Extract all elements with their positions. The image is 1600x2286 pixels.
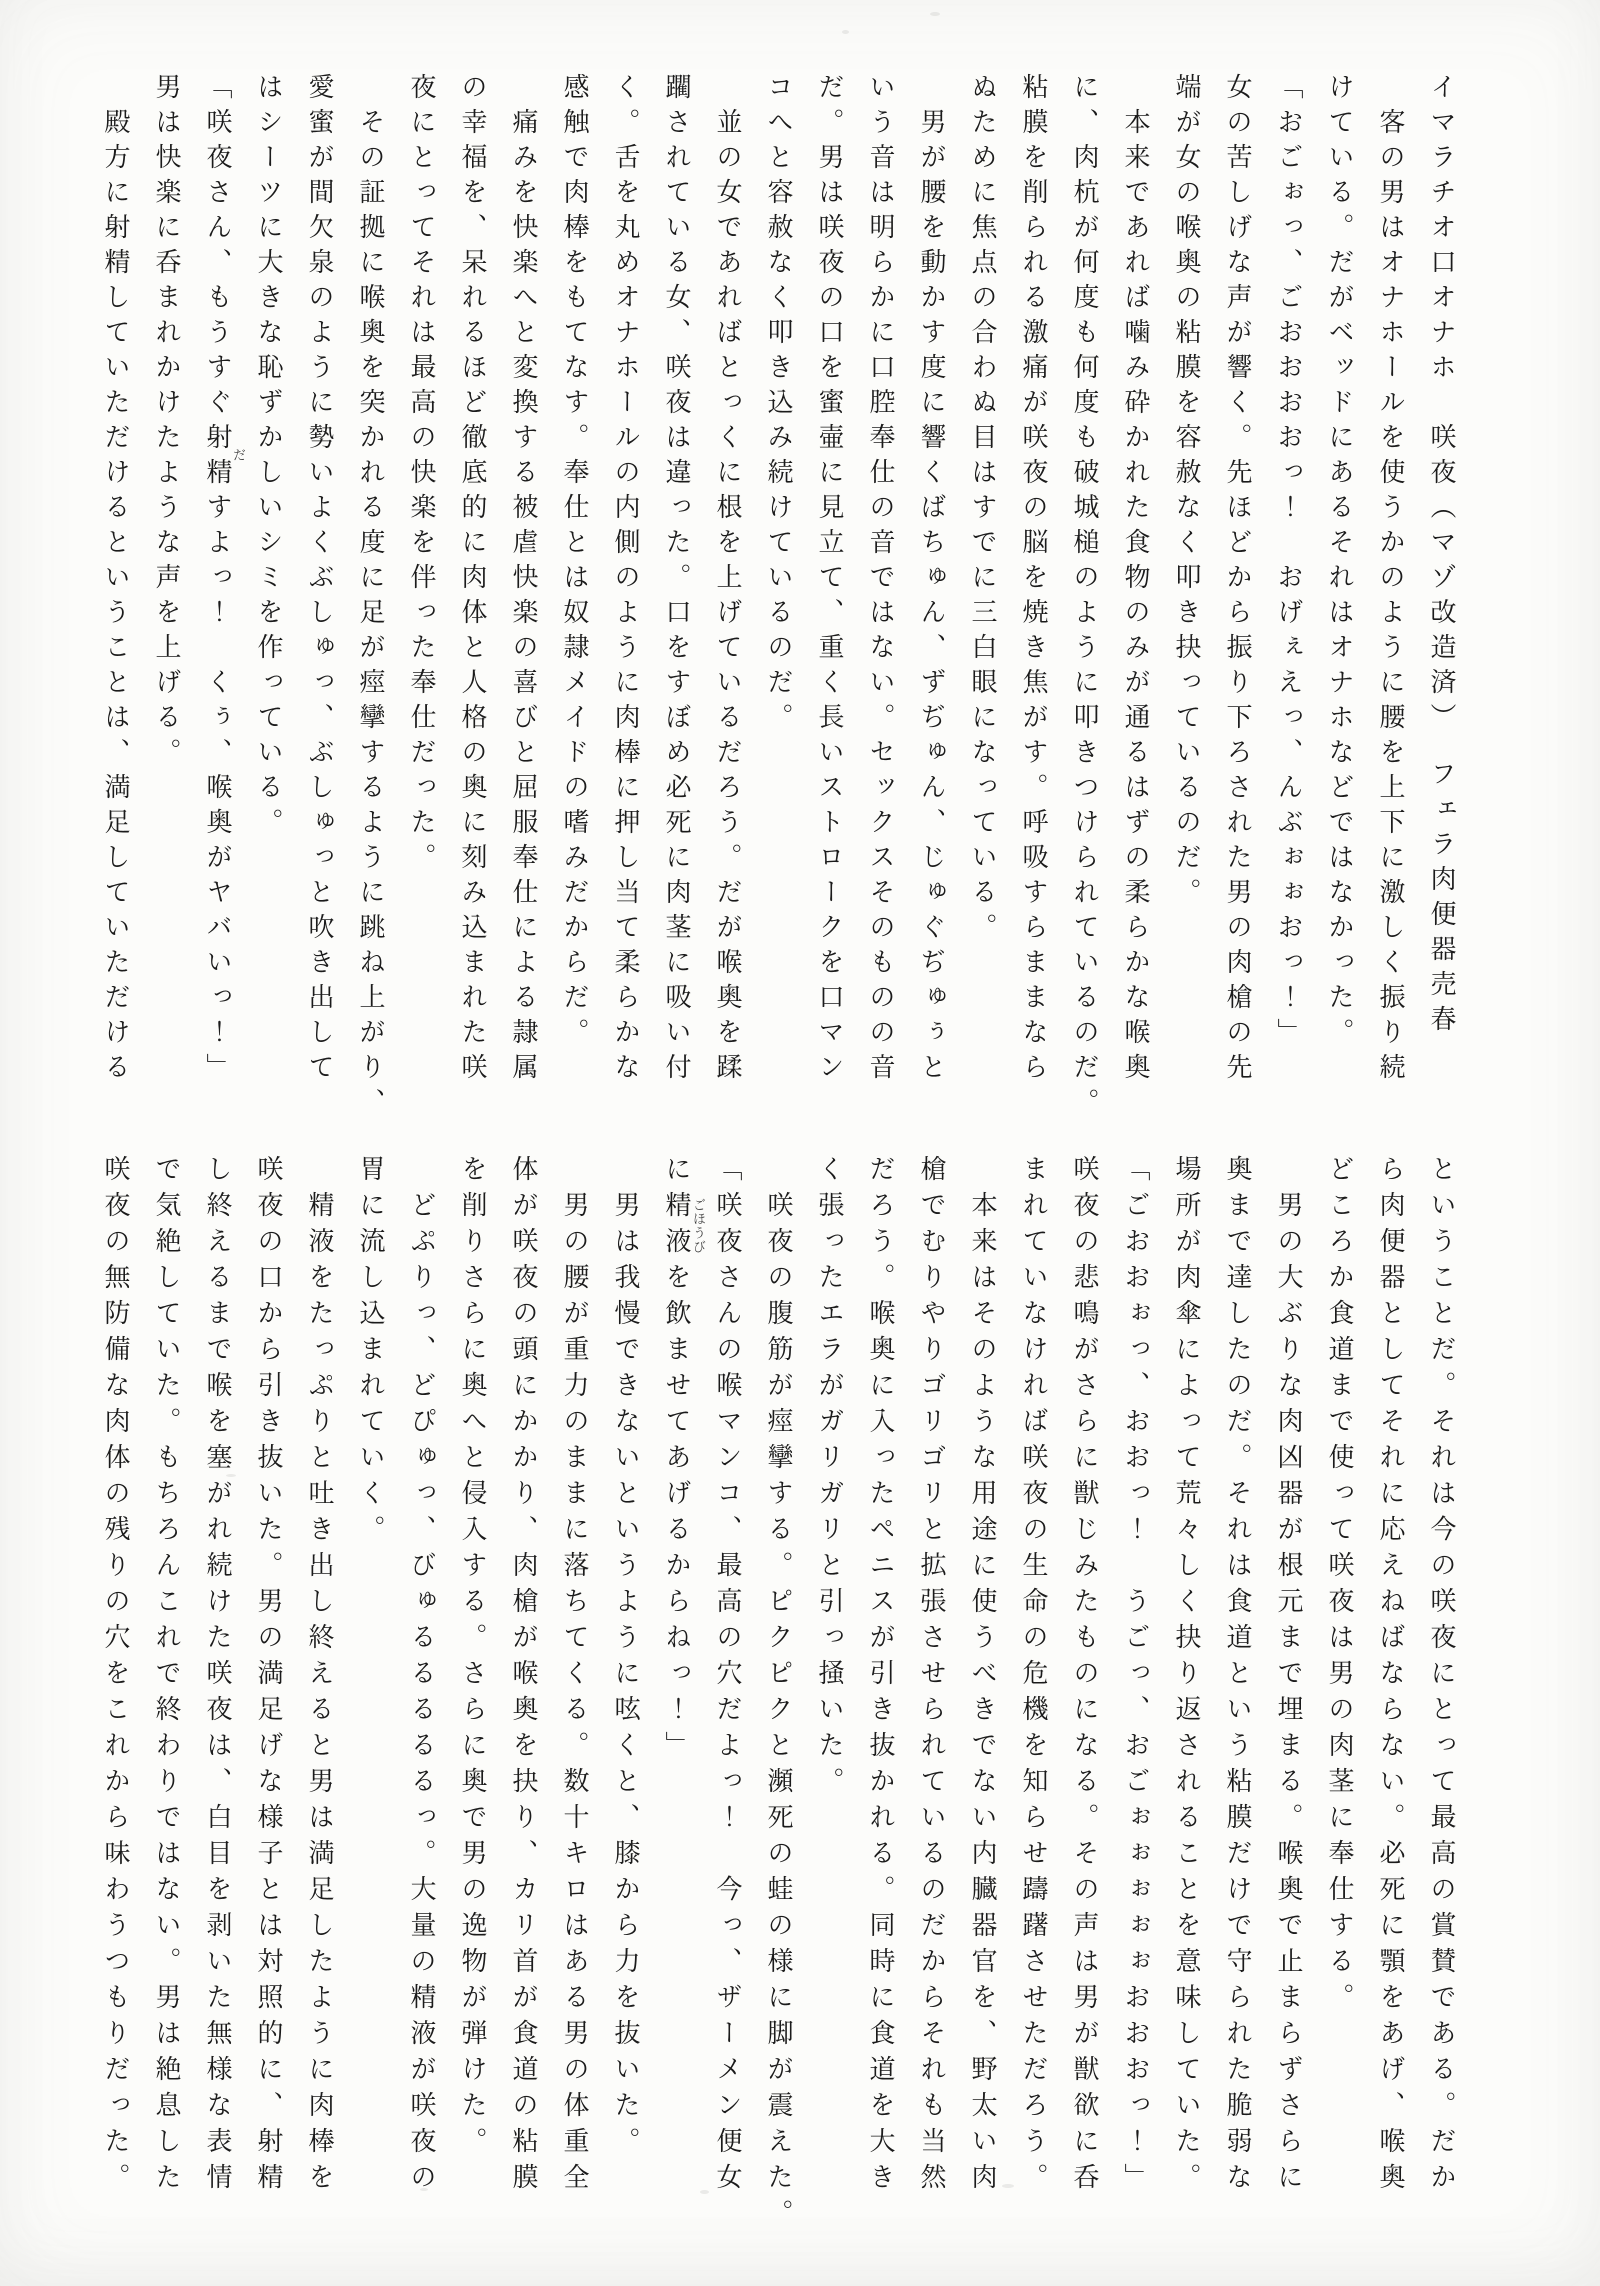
- furigana-note: だ: [230, 448, 245, 462]
- text-column: 体が咲夜の頭にかかり、肉槍が喉奥を抉り、カリ首が食道の粘膜: [508, 1155, 538, 2199]
- text-column: 「ごおおぉっ、おおっ！ うごっ、おごぉぉぉぉぉおおおっ！」: [1120, 1155, 1150, 2199]
- text-column: だ。男は咲夜の口を蜜壷に見立て、重く長いストロークを口マン: [814, 73, 844, 1088]
- text-column: 躙されている女、咲夜は違った。口をすぼめ必死に肉茎に吸い付: [661, 73, 691, 1088]
- bottom-text-block: [88, 1155, 1466, 2235]
- text-column: 精液をたっぷりと吐き出し終えると男は満足したように肉棒を: [304, 1155, 334, 2199]
- scan-artifact: [842, 30, 849, 34]
- text-column: 咲夜の腹筋が痙攣する。ピクピクと瀕死の蛙の様に脚が震えた。: [763, 1155, 793, 2235]
- text-column: ぬために焦点の合わぬ目はすでに三白眼になっている。: [967, 73, 997, 948]
- scan-artifact: [700, 2190, 709, 2194]
- text-column: 「咲夜さん、もうすぐ射精すよっ！ くぅ、喉奥がヤバいっ！」: [202, 73, 232, 1088]
- text-column: く。舌を丸めオナホールの内側のように肉棒に押し当て柔らかな: [610, 73, 640, 1088]
- story-title: イマラチオ口オナホ 咲夜（マゾ改造済） フェラ肉便器売春: [1426, 73, 1456, 1040]
- text-column: 男は我慢できないというように呟くと、膝から力を抜いた。: [610, 1155, 640, 2163]
- text-column: 愛蜜が間欠泉のように勢いよくぶしゅっ、ぶしゅっと吹き出して: [304, 73, 334, 1088]
- text-column: の幸福を、呆れるほど徹底的に肉体と人格の奥に刻み込まれた咲: [457, 73, 487, 1088]
- text-column: 咲夜の悲鳴がさらに獣じみたものになる。その声は男が獣欲に呑: [1069, 1155, 1099, 2199]
- text-column: 「おごぉっ、ごおおおおっ！ おげぇえっ、んぶぉぉおっ！」: [1273, 73, 1303, 1053]
- text-column: けている。だがベッドにあるそれはオナホなどではなかった。: [1324, 73, 1354, 1053]
- text-column: 咲夜の口から引き抜いた。男の満足げな様子とは対照的に、射精: [253, 1155, 283, 2199]
- text-column: 胃に流し込まれていく。: [355, 1155, 385, 1551]
- top-text-block: [88, 73, 1466, 1123]
- text-column: 場所が肉傘によって荒々しく抉り返されることを意味していた。: [1171, 1155, 1201, 2199]
- text-column: その証拠に喉奥を突かれる度に足が痙攣するように跳ね上がり、: [355, 73, 385, 1123]
- text-column: 粘膜を削られる激痛が咲夜の脳を焼き焦がす。呼吸すらままなら: [1018, 73, 1048, 1088]
- text-column: ということだ。それは今の咲夜にとって最高の賞賛である。だか: [1426, 1155, 1456, 2199]
- text-column: 咲夜の無防備な肉体の残りの穴をこれから味わうつもりだった。: [100, 1155, 130, 2199]
- text-column: 本来はそのような用途に使うべきでない内臓器官を、野太い肉: [967, 1155, 997, 2199]
- text-column: 男の大ぶりな肉凶器が根元まで埋まる。喉奥で止まらずさらに: [1273, 1155, 1303, 2199]
- text-column: 男は快楽に呑まれかけたような声を上げる。: [151, 73, 181, 773]
- text-column: まれていなければ咲夜の生命の危機を知らせ躊躇させただろう。: [1018, 1155, 1048, 2199]
- text-column: に精液を飲ませてあげるからねっ！」: [661, 1155, 691, 1767]
- text-column: で気絶していた。もちろんこれで終わりではない。男は絶息した: [151, 1155, 181, 2199]
- text-column: 殿方に射精していただけるということは、満足していただける: [100, 73, 130, 1088]
- text-column: を削りさらに奥へと侵入する。さらに奥で男の逸物が弾けた。: [457, 1155, 487, 2163]
- text-column: 「咲夜さんの喉マンコ、最高の穴だよっ！ 今っ、ザーメン便女: [712, 1155, 742, 2199]
- scan-artifact: [930, 12, 940, 16]
- text-column: 奥まで達したのだ。それは食道という粘膜だけで守られた脆弱な: [1222, 1155, 1252, 2199]
- text-column: はシーツに大きな恥ずかしいシミを作っている。: [253, 73, 283, 843]
- text-column: 端が女の喉奥の粘膜を容赦なく叩き抉っているのだ。: [1171, 73, 1201, 913]
- scan-artifact: [226, 1474, 236, 1477]
- text-column: どころか食道まで使って咲夜は男の肉茎に奉仕する。: [1324, 1155, 1354, 2019]
- text-column: 客の男はオナホールを使うかのように腰を上下に激しく振り続: [1375, 73, 1405, 1088]
- text-column: し終えるまで喉を塞がれ続けた咲夜は、白目を剥いた無様な表情: [202, 1155, 232, 2199]
- text-column: だろう。喉奥に入ったペニスが引き抜かれる。同時に食道を大き: [865, 1155, 895, 2199]
- text-column: 男の腰が重力のままに落ちてくる。数十キロはある男の体重全: [559, 1155, 589, 2199]
- text-column: 本来であれば噛み砕かれた食物のみが通るはずの柔らかな喉奥: [1120, 73, 1150, 1088]
- text-column: ら肉便器としてそれに応えねばならない。必死に顎をあげ、喉奥: [1375, 1155, 1405, 2199]
- text-column: 女の苦しげな声が響く。先ほどから振り下ろされた男の肉槍の先: [1222, 73, 1252, 1088]
- text-column: 並の女であればとっくに根を上げているだろう。だが喉奥を蹂: [712, 73, 742, 1088]
- scan-artifact: [420, 2188, 428, 2191]
- text-column: 感触で肉棒をもてなす。奉仕とは奴隷メイドの嗜みだからだ。: [559, 73, 589, 1053]
- text-column: 槍でむりやりゴリゴリと拡張させられているのだからそれも当然: [916, 1155, 946, 2199]
- text-column: いう音は明らかに口腔奉仕の音ではない。セックスそのものの音: [865, 73, 895, 1088]
- text-column: 男が腰を動かす度に響くばちゅん、ずぢゅん、じゅぐぢゅぅと: [916, 73, 946, 1088]
- scan-artifact: [1002, 2184, 1014, 2188]
- text-column: く張ったエラがガリガリと引っ掻いた。: [814, 1155, 844, 1803]
- text-column: に、肉杭が何度も何度も破城槌のように叩きつけられているのだ。: [1069, 73, 1099, 1123]
- text-column: 痛みを快楽へと変換する被虐快楽の喜びと屈服奉仕による隷属: [508, 73, 538, 1088]
- text-column: どぷりっ、どぴゅっ、びゅるるるるるっ。大量の精液が咲夜の: [406, 1155, 436, 2199]
- text-column: コへと容赦なく叩き込み続けているのだ。: [763, 73, 793, 738]
- text-column: 夜にとってそれは最高の快楽を伴った奉仕だった。: [406, 73, 436, 878]
- furigana-note: ごほうび: [690, 1198, 705, 1254]
